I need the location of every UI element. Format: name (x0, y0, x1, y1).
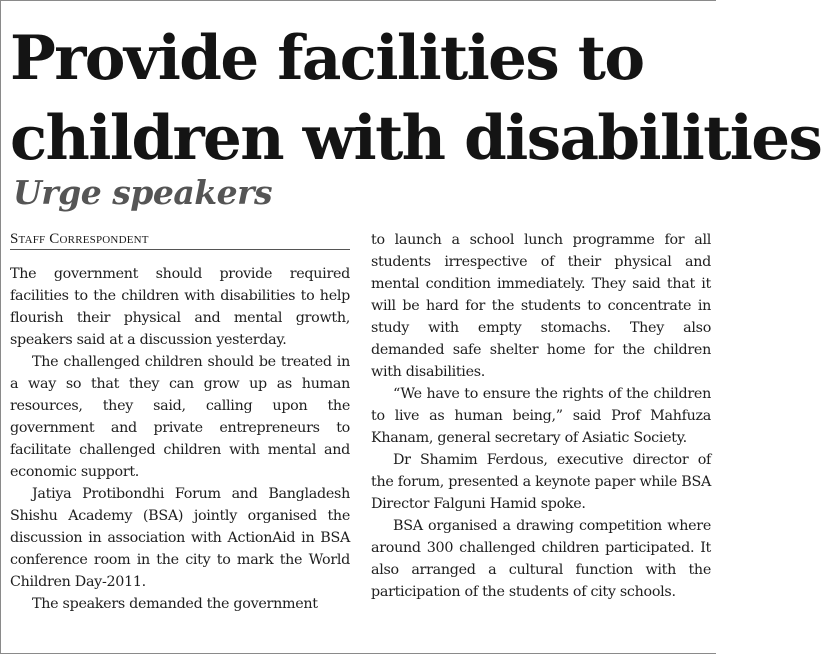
article-column-right (371, 229, 711, 603)
headline (10, 19, 821, 179)
headline-line-1: Provide facilities to (10, 23, 644, 94)
paragraph: Jatiya Protibondhi Forum and Bangladesh Shishu Academy (BSA) jointly organised the discussion in association with ActionAid in BSA conference room in the city to mark the World Children Day-2011. (10, 486, 350, 590)
headline-line-2: children with disabilities (10, 103, 821, 174)
subheadline: Urge speakers (13, 173, 273, 212)
paragraph: Dr Shamim Ferdous, executive director of the forum, presented a keynote paper while BSA Director Falguni Hamid spoke. (371, 452, 711, 512)
byline: Staff Correspondent (10, 230, 350, 250)
paragraph: “We have to ensure the rights of the children to live as human being,” said Prof Mahfuza Khanam, general secretary of Asiatic Society. (371, 386, 711, 446)
paragraph: The challenged children should be treated in a way so that they can grow up as human resources, they said, calling upon the government and private entrepreneurs to facilitate challenged children with mental and economic support. (10, 354, 350, 480)
paragraph: to launch a school lunch programme for all students irrespective of their physical and mental condition immediately. They said that it will be hard for the students to concentrate in study with empty stomachs. They also demanded safe shelter home for the children with disabilities. (371, 232, 711, 380)
paragraph: The speakers demanded the government (32, 596, 318, 612)
paragraph: BSA organised a drawing competition where around 300 challenged children participated. It also arranged a cultural function with the participation of the students of city schools. (371, 518, 711, 600)
article-column-left (10, 263, 350, 615)
paragraph: The government should provide required facilities to the children with disabilities to help flourish their physical and mental growth, speakers said at a discussion yesterday. (10, 266, 350, 348)
